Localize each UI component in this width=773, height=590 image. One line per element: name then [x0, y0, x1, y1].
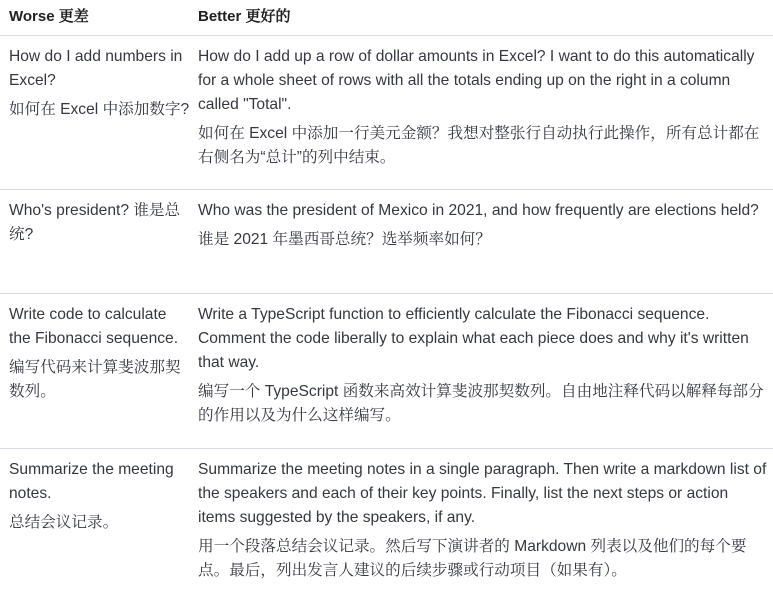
table-header-row	[0, 0, 773, 36]
better-prompt-en: How do I add up a row of dollar amounts in Excel? I want to do this automatically for a whole sheet of rows with all the totals ending up on the right in a column called "Total".	[198, 48, 755, 113]
header-worse: Worse 更差	[9, 8, 89, 25]
table-row	[0, 449, 773, 590]
worse-prompt-en: Summarize the meeting notes.	[9, 461, 174, 502]
worse-prompt-zh: 总结会议记录。	[9, 514, 119, 531]
worse-cell	[0, 36, 198, 189]
worse-prompt-en: Who's president? 谁是总统?	[9, 202, 181, 243]
worse-prompt-zh: 编写代码来计算斐波那契数列。	[9, 359, 181, 400]
better-cell	[198, 190, 773, 293]
worse-prompt-zh: 如何在 Excel 中添加数字?	[9, 101, 190, 118]
better-cell	[198, 294, 773, 448]
better-prompt-zh: 如何在 Excel 中添加一行美元金额？我想对整张行自动执行此操作，所有总计都在右侧名为“总计”的列中结束。	[198, 125, 760, 166]
better-cell	[198, 449, 773, 590]
table-row	[0, 36, 773, 190]
worse-cell	[0, 294, 198, 448]
worse-cell	[0, 190, 198, 293]
better-prompt-en: Who was the president of Mexico in 2021, and how frequently are elections held?	[198, 202, 759, 219]
better-prompt-zh: 编写一个 TypeScript 函数来高效计算斐波那契数列。自由地注释代码以解释每部分的作用以及为什么这样编写。	[198, 383, 764, 424]
better-prompt-zh: 用一个段落总结会议记录。然后写下演讲者的 Markdown 列表以及他们的每个要点。最后，列出发言人建议的后续步骤或行动项目（如果有）。	[198, 538, 747, 579]
table-row	[0, 190, 773, 294]
worse-prompt-en: Write code to calculate the Fibonacci sequence.	[9, 306, 179, 347]
better-cell	[198, 36, 773, 189]
better-prompt-zh: 谁是 2021 年墨西哥总统？选举频率如何？	[198, 231, 491, 248]
header-better: Better 更好的	[198, 8, 291, 25]
worse-cell	[0, 449, 198, 590]
better-prompt-en: Write a TypeScript function to efficiently calculate the Fibonacci sequence. Comment the code liberally to explain what each piece does and why it's written that way.	[198, 306, 749, 371]
worse-prompt-en: How do I add numbers in Excel?	[9, 48, 183, 89]
better-prompt-en: Summarize the meeting notes in a single paragraph. Then write a markdown list of the speakers and each of their key points. Finally, list the next steps or action items suggested by the speakers, if any.	[198, 461, 767, 526]
table-row	[0, 294, 773, 449]
